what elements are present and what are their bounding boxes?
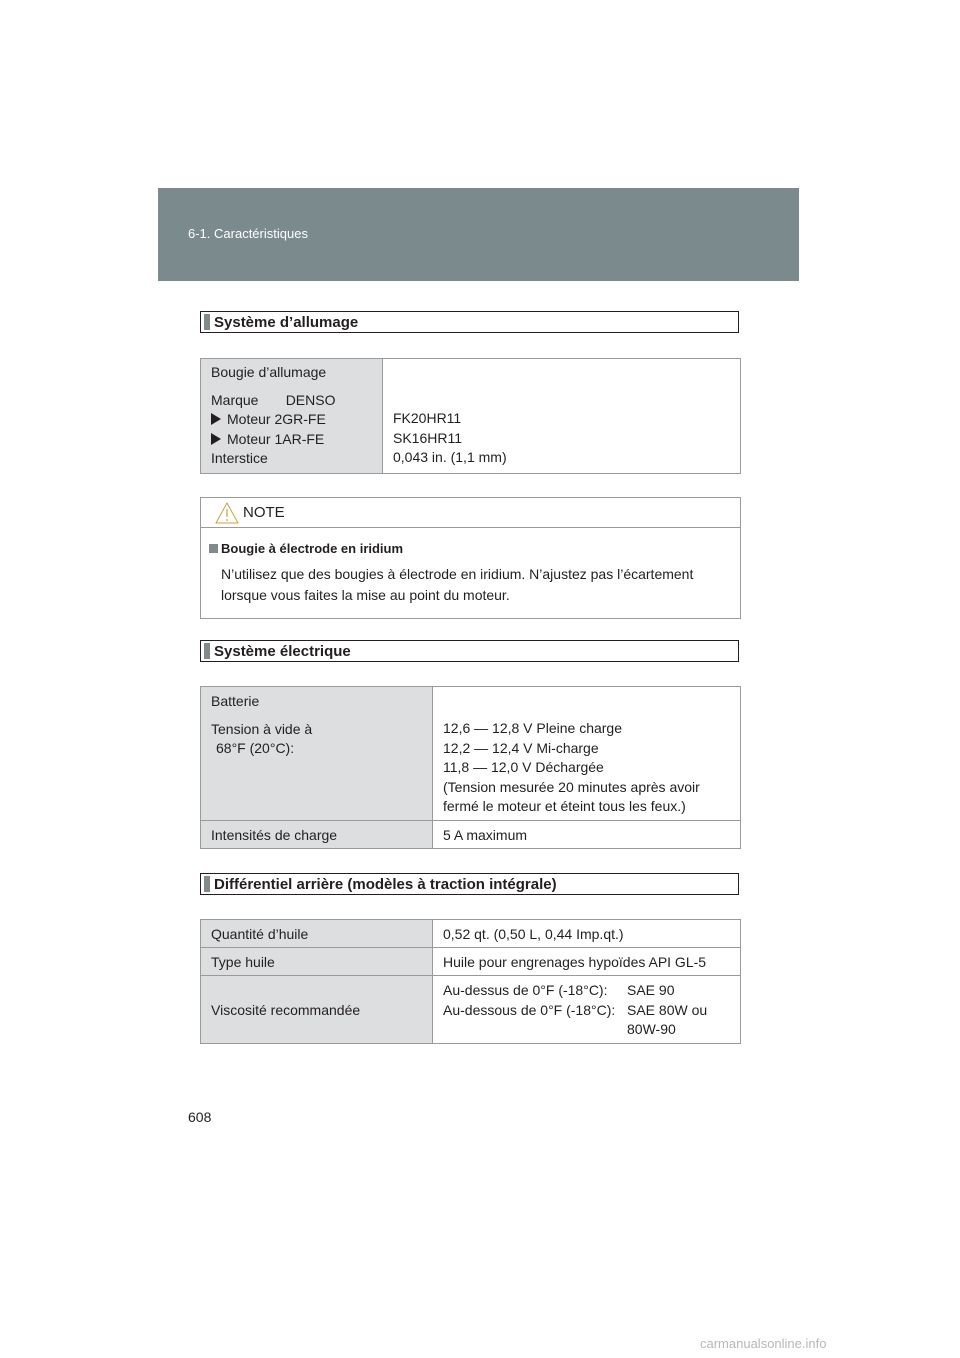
voltage-note-2: fermé le moteur et éteint tous les feux.) bbox=[443, 798, 686, 814]
viscosity-value-cell bbox=[433, 976, 741, 1044]
brand-label: Marque DENSO bbox=[211, 391, 336, 408]
oil-quantity-label: Quantité d’huile bbox=[201, 920, 433, 948]
triangle-bullet-icon bbox=[211, 413, 221, 425]
warning-triangle-icon bbox=[215, 502, 239, 524]
section-label: 6-1. Caractéristiques bbox=[188, 226, 308, 241]
charge-value: 5 A maximum bbox=[433, 821, 741, 849]
electrical-table bbox=[200, 686, 741, 849]
electrical-section-title: Système électrique bbox=[200, 640, 739, 662]
full-charge-value: 12,6 — 12,8 V Pleine charge bbox=[443, 720, 623, 736]
ignition-table bbox=[200, 358, 741, 474]
spark-plug-label: Bougie d’allumage bbox=[211, 364, 327, 380]
ignition-section-title: Système d’allumage bbox=[200, 311, 739, 333]
oil-quantity-value: 0,52 qt. (0,50 L, 0,44 Imp.qt.) bbox=[433, 920, 741, 948]
ignition-value-cell bbox=[383, 359, 741, 474]
engine-1ar-label: Moteur 1AR-FE bbox=[211, 430, 372, 450]
voltage-temp-label: 68°F (20°C): bbox=[216, 740, 295, 756]
charge-label: Intensités de charge bbox=[201, 821, 433, 849]
note-header bbox=[201, 498, 740, 528]
differential-table bbox=[200, 919, 741, 1044]
note-item-title: Bougie à électrode en iridium bbox=[209, 541, 403, 556]
viscosity-row: 80W-90 bbox=[627, 1021, 676, 1037]
watermark: carmanualsonline.info bbox=[700, 1336, 827, 1351]
differential-section-title: Différentiel arrière (modèles à traction intégrale) bbox=[200, 873, 739, 895]
value-2gr: FK20HR11 bbox=[393, 410, 462, 426]
voltage-note-1: (Tension mesurée 20 minutes après avoir bbox=[443, 778, 700, 795]
viscosity-label: Viscosité recommandée bbox=[201, 976, 433, 1044]
value-1ar: SK16HR11 bbox=[393, 429, 463, 446]
page-number: 608 bbox=[188, 1109, 212, 1125]
battery-label-cell bbox=[201, 687, 433, 821]
half-charge-value: 12,2 — 12,4 V Mi-charge bbox=[443, 739, 599, 756]
oil-type-label: Type huile bbox=[201, 948, 433, 976]
battery-label: Batterie bbox=[211, 693, 260, 709]
note-heading: NOTE bbox=[243, 504, 285, 521]
square-bullet-icon bbox=[209, 544, 218, 553]
battery-value-cell bbox=[433, 687, 741, 821]
engine-2gr-label: Moteur 2GR-FE bbox=[211, 410, 372, 430]
oil-type-value: Huile pour engrenages hypoïdes API GL-5 bbox=[433, 948, 741, 976]
note-item-text: N’utilisez que des bougies à électrode en iridium. N’ajustez pas l’écartement lorsque vous faites la mise au point du moteur. bbox=[221, 566, 694, 603]
discharged-value: 11,8 — 12,0 V Déchargée bbox=[443, 759, 604, 775]
viscosity-row: Au-dessous de 0°F (-18°C): SAE 80W ou bbox=[443, 1001, 708, 1018]
value-gap: 0,043 in. (1,1 mm) bbox=[393, 449, 507, 465]
viscosity-row: Au-dessus de 0°F (-18°C): SAE 90 bbox=[443, 982, 675, 998]
ignition-label-cell bbox=[201, 359, 383, 474]
voltage-label: Tension à vide à bbox=[211, 720, 313, 737]
header-band bbox=[158, 188, 799, 281]
note-box bbox=[200, 497, 741, 619]
gap-label: Interstice bbox=[211, 450, 268, 466]
triangle-bullet-icon bbox=[211, 433, 221, 445]
